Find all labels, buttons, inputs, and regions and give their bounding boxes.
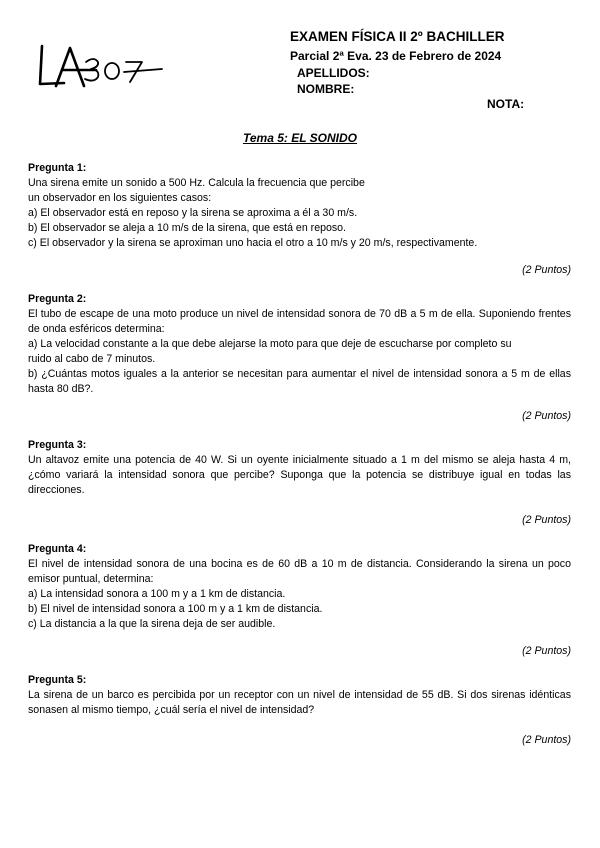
question-paragraph: b) ¿Cuántas motos iguales a la anterior se necesitan para aumentar el nivel de intensidad sonora a 5 m de ellas hasta 80 dB?. [28, 368, 571, 395]
question-line: a) La velocidad constante a la que debe alejarse la moto para que deje de escucharse por completo su [28, 338, 512, 350]
question-line: un observador en los siguientes casos: [28, 192, 212, 204]
question-title: Pregunta 5: [28, 674, 87, 686]
question-line: ruido al cabo de 7 minutos. [28, 353, 156, 365]
question-1 [28, 161, 571, 251]
question-4 [28, 542, 571, 632]
question-title: Pregunta 3: [28, 439, 87, 451]
question-line: b) El observador se aleja a 10 m/s de la sirena, que está en reposo. [28, 222, 346, 234]
surname-label: APELLIDOS: [297, 66, 370, 80]
question-title: Pregunta 2: [28, 293, 87, 305]
name-label: NOMBRE: [297, 82, 355, 96]
question-points: (2 Puntos) [522, 514, 571, 526]
question-2 [28, 292, 571, 397]
question-paragraph: La sirena de un barco es percibida por un receptor con un nivel de intensidad de 55 dB. Si dos sirenas idénticas sonasen al mismo tiempo, ¿cuál sería el nivel de intensidad? [28, 689, 571, 716]
exam-title: EXAMEN FÍSICA II 2º BACHILLER [290, 29, 505, 44]
question-title: Pregunta 1: [28, 162, 87, 174]
question-paragraph: El tubo de escape de una moto produce un nivel de intensidad sonora de 70 dB a 5 m de ella. Suponiendo frentes de onda esféricos determina: [28, 308, 571, 335]
question-line: c) El observador y la sirena se aproximan uno hacia el otro a 10 m/s y 20 m/s, respectivamente. [28, 237, 478, 249]
question-points: (2 Puntos) [522, 645, 571, 657]
question-line: Una sirena emite un sonido a 500 Hz. Calcula la frecuencia que percibe [28, 177, 365, 189]
question-line: a) El observador está en reposo y la sirena se aproxima a él a 30 m/s. [28, 207, 358, 219]
question-points: (2 Puntos) [522, 410, 571, 422]
question-title: Pregunta 4: [28, 543, 87, 555]
question-points: (2 Puntos) [522, 264, 571, 276]
question-line: b) El nivel de intensidad sonora a 100 m y a 1 km de distancia. [28, 603, 323, 615]
school-logo [34, 40, 169, 92]
question-3 [28, 438, 571, 498]
grade-label: NOTA: [487, 97, 525, 111]
question-line: c) La distancia a la que la sirena deja de ser audible. [28, 618, 276, 630]
question-line: a) La intensidad sonora a 100 m y a 1 km de distancia. [28, 588, 286, 600]
question-paragraph: El nivel de intensidad sonora de una bocina es de 60 dB a 10 m de distancia. Considerando la sirena un poco emisor puntual, determina: [28, 558, 571, 585]
topic-heading: Tema 5: EL SONIDO [242, 131, 358, 145]
question-paragraph: Un altavoz emite una potencia de 40 W. Si un oyente inicialmente situado a 1 m del mismo se aleja hasta 4 m, ¿cómo variará la intensidad sonora que percibe? Suponga que la potencia se distribuye igual en todas las direcciones. [28, 454, 571, 496]
question-5 [28, 673, 571, 718]
question-points: (2 Puntos) [522, 734, 571, 746]
exam-date: Parcial 2ª Eva. 23 de Febrero de 2024 [290, 49, 502, 63]
